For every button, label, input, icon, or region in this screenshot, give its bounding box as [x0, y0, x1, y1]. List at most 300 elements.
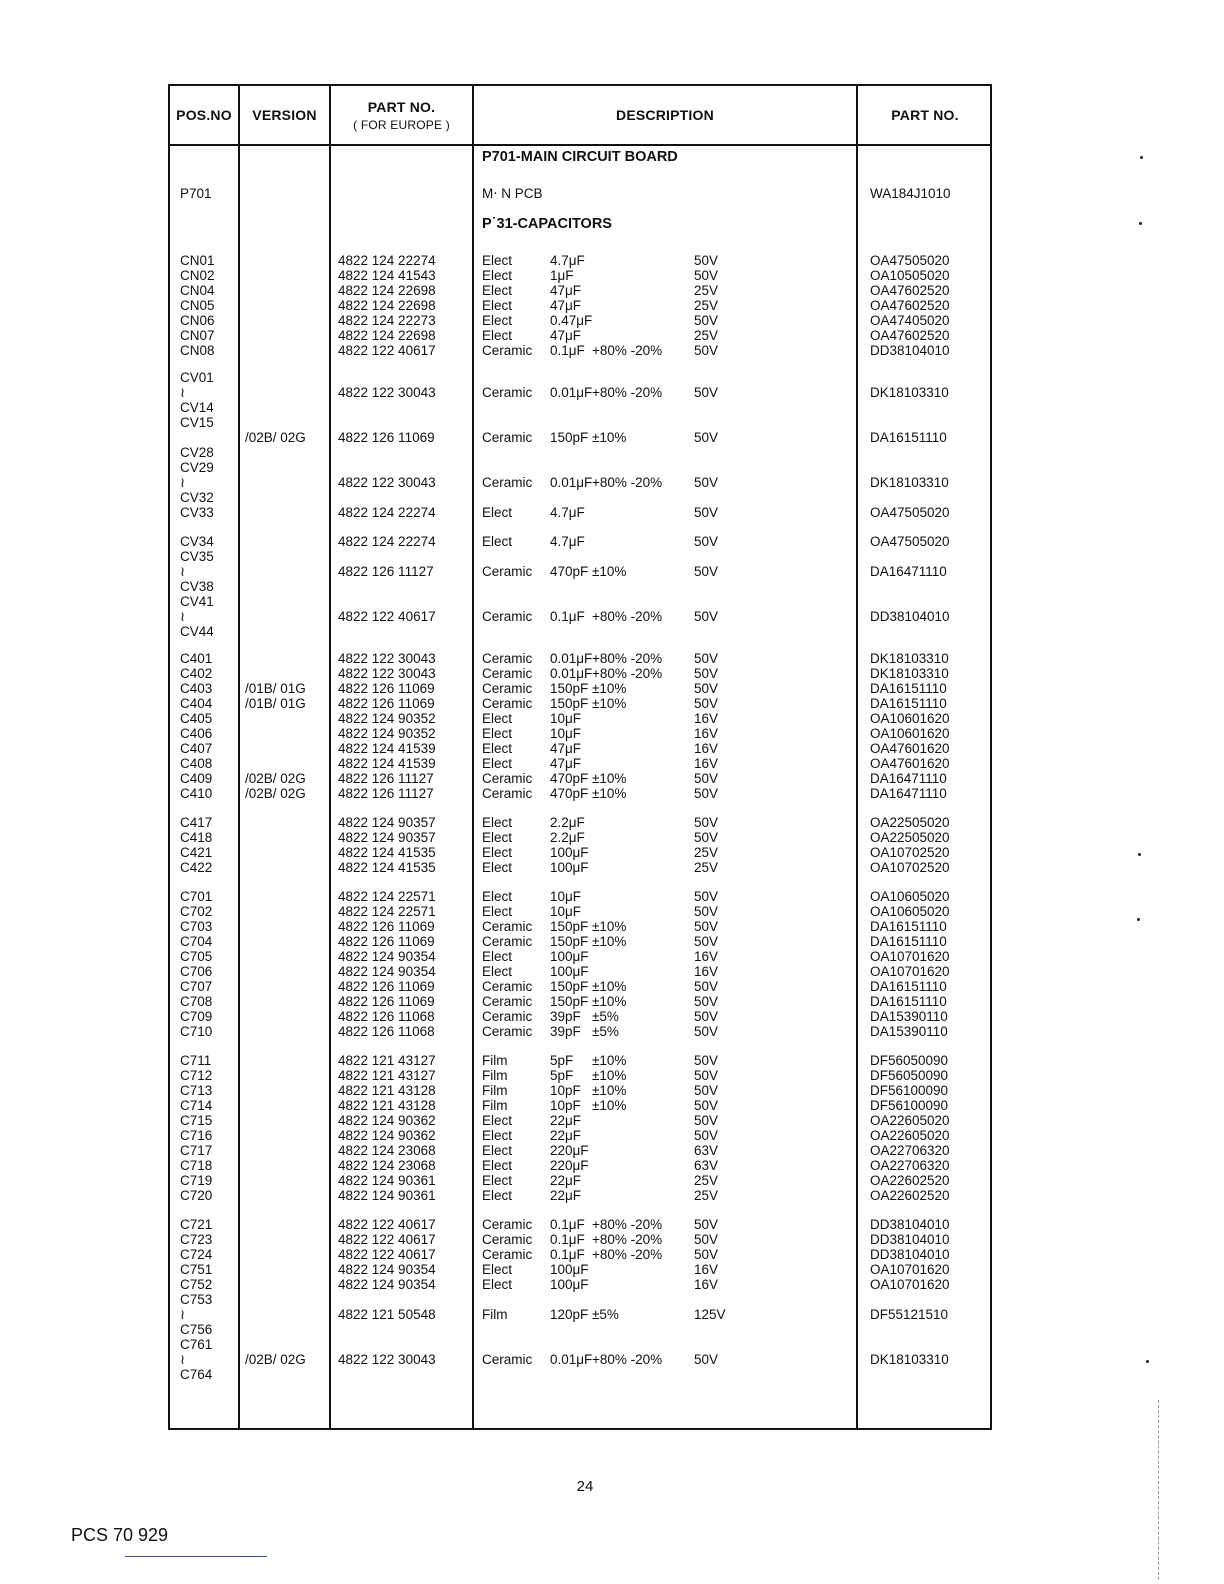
table-row — [170, 711, 990, 726]
part-no-europe: 4822 124 90354 — [338, 1262, 436, 1277]
component-type: Elect — [482, 1158, 513, 1173]
pos-no: CV28 — [180, 445, 214, 460]
section-title: P701-MAIN CIRCUIT BOARD — [482, 149, 678, 165]
component-value: 0.01μF — [550, 385, 593, 400]
pos-no: C409 — [180, 771, 213, 786]
pos-no: CV14 — [180, 400, 214, 415]
table-row — [170, 1277, 990, 1292]
part-no-europe: 4822 126 11069 — [338, 994, 435, 1009]
component-value: 2.2μF — [550, 830, 585, 845]
component-tolerance: +80% -20% — [592, 1232, 663, 1247]
part-no: OA47505020 — [870, 253, 950, 268]
table-row — [170, 964, 990, 979]
table-row — [170, 430, 990, 445]
component-voltage: 25V — [694, 1188, 719, 1203]
component-type: Ceramic — [482, 343, 533, 358]
part-no: DA16471110 — [870, 771, 947, 786]
part-no-europe: 4822 124 22273 — [338, 313, 436, 328]
component-tolerance: ±10% — [592, 979, 627, 994]
part-no-europe: 4822 124 23068 — [338, 1158, 436, 1173]
part-no: OA10702520 — [870, 845, 950, 860]
table-row — [170, 949, 990, 964]
component-voltage: 50V — [694, 696, 719, 711]
part-no: OA10605020 — [870, 889, 950, 904]
part-no: DK18103310 — [870, 651, 949, 666]
table-row — [170, 1217, 990, 1232]
part-no: DD38104010 — [870, 609, 950, 624]
part-no: DA16151110 — [870, 994, 947, 1009]
table-row — [170, 994, 990, 1009]
part-no: OA47602520 — [870, 298, 950, 313]
component-value: 47μF — [550, 328, 582, 343]
component-voltage: 50V — [694, 475, 719, 490]
scan-speck — [1140, 156, 1143, 159]
component-type: Ceramic — [482, 609, 533, 624]
component-value: 10μF — [550, 726, 582, 741]
part-no: DD38104010 — [870, 1232, 950, 1247]
pos-no: C715 — [180, 1113, 213, 1128]
pos-no: C716 — [180, 1128, 213, 1143]
part-no: DD38104010 — [870, 1247, 950, 1262]
table-row — [170, 475, 990, 490]
part-no: OA10601620 — [870, 726, 950, 741]
component-voltage: 50V — [694, 666, 719, 681]
part-no-europe: 4822 124 41539 — [338, 756, 436, 771]
table-row — [170, 681, 990, 696]
header-part-europe-label: PART NO. — [367, 98, 436, 115]
pos-no: CN06 — [180, 313, 215, 328]
table-row — [170, 756, 990, 771]
pos-no: ≀ — [180, 475, 186, 490]
part-no-europe: 4822 124 90357 — [338, 830, 436, 845]
part-no-europe: 4822 124 90361 — [338, 1173, 436, 1188]
pos-no: ≀ — [180, 564, 186, 579]
part-no-europe: 4822 124 90354 — [338, 1277, 436, 1292]
component-value: 150pF — [550, 696, 589, 711]
component-value: 150pF — [550, 979, 589, 994]
pos-no: CV33 — [180, 505, 214, 520]
component-type: Elect — [482, 1128, 513, 1143]
component-voltage: 25V — [694, 1173, 719, 1188]
table-row — [170, 889, 990, 904]
part-no-europe: 4822 124 22571 — [338, 904, 436, 919]
component-value: 0.01μF — [550, 651, 593, 666]
component-value: 470pF — [550, 786, 589, 801]
table-row — [170, 490, 990, 505]
table-row — [170, 696, 990, 711]
part-no: DA16151110 — [870, 934, 947, 949]
component-value: 0.1μF — [550, 343, 585, 358]
component-type: Elect — [482, 283, 513, 298]
pos-no: C701 — [180, 889, 213, 904]
table-row — [170, 666, 990, 681]
header-description-label: DESCRIPTION — [616, 107, 714, 123]
table-row — [170, 624, 990, 639]
part-no: DF55121510 — [870, 1307, 949, 1322]
part-no-europe: 4822 124 22698 — [338, 328, 436, 343]
component-tolerance: ±10% — [592, 786, 627, 801]
component-tolerance: ±10% — [592, 994, 627, 1009]
component-value: 5pF — [550, 1053, 574, 1068]
pos-no: C703 — [180, 919, 213, 934]
component-type: Ceramic — [482, 1247, 533, 1262]
component-type: Ceramic — [482, 475, 533, 490]
header-divider — [170, 144, 990, 146]
component-type: Ceramic — [482, 564, 533, 579]
pos-no: C401 — [180, 651, 213, 666]
component-type: Ceramic — [482, 934, 533, 949]
table-row — [170, 609, 990, 624]
version: /02B/ 02G — [245, 1352, 306, 1367]
component-type: Ceramic — [482, 651, 533, 666]
component-tolerance: ±10% — [592, 771, 627, 786]
pos-no: C704 — [180, 934, 213, 949]
component-value: 100μF — [550, 949, 589, 964]
component-tolerance: +80% -20% — [592, 1247, 663, 1262]
component-type: Elect — [482, 298, 513, 313]
pos-no: C719 — [180, 1173, 213, 1188]
component-voltage: 125V — [694, 1307, 726, 1322]
scan-speck — [1139, 222, 1142, 225]
component-voltage: 16V — [694, 1262, 719, 1277]
component-voltage: 16V — [694, 726, 719, 741]
part-no-europe: 4822 122 40617 — [338, 343, 436, 358]
component-value: 120pF — [550, 1307, 589, 1322]
part-no-europe: 4822 122 30043 — [338, 475, 436, 490]
part-no: DD38104010 — [870, 343, 950, 358]
table-row — [170, 1128, 990, 1143]
table-row — [170, 1009, 990, 1024]
component-tolerance: ±10% — [592, 681, 627, 696]
pos-no: C408 — [180, 756, 213, 771]
component-voltage: 50V — [694, 771, 719, 786]
pos-no: C410 — [180, 786, 213, 801]
pos-no: C714 — [180, 1098, 213, 1113]
part-no-europe: 4822 126 11127 — [338, 564, 434, 579]
component-value: 0.1μF — [550, 1217, 585, 1232]
component-value: 150pF — [550, 430, 589, 445]
component-type: Ceramic — [482, 681, 533, 696]
component-tolerance: +80% -20% — [592, 651, 663, 666]
component-tolerance: +80% -20% — [592, 385, 663, 400]
part-no-europe: 4822 124 22274 — [338, 253, 436, 268]
part-no-europe: 4822 124 90362 — [338, 1113, 436, 1128]
part-no: DA16151110 — [870, 919, 947, 934]
pos-no: C422 — [180, 860, 213, 875]
part-no-europe: 4822 124 22698 — [338, 298, 436, 313]
part-no-europe: 4822 122 40617 — [338, 1232, 436, 1247]
component-type: Elect — [482, 1173, 513, 1188]
component-value: 0.01μF — [550, 1352, 593, 1367]
pos-no: ≀ — [180, 385, 186, 400]
pos-no: C718 — [180, 1158, 213, 1173]
table-row — [170, 370, 990, 385]
header-pos-label: POS.NO — [176, 107, 232, 123]
table-row — [170, 445, 990, 460]
part-no: OA22605020 — [870, 1113, 950, 1128]
component-tolerance: +80% -20% — [592, 343, 663, 358]
component-tolerance: +80% -20% — [592, 609, 663, 624]
component-voltage: 25V — [694, 845, 719, 860]
component-voltage: 50V — [694, 1113, 719, 1128]
component-value: 0.1μF — [550, 609, 585, 624]
pos-no: C706 — [180, 964, 213, 979]
header-version-label: VERSION — [252, 107, 317, 123]
table-row — [170, 1262, 990, 1277]
pos-no: ≀ — [180, 1352, 186, 1367]
component-type: Film — [482, 1098, 508, 1113]
part-no-europe: 4822 124 41539 — [338, 741, 436, 756]
component-type: Ceramic — [482, 696, 533, 711]
table-row — [170, 268, 990, 283]
component-value: 10pF — [550, 1083, 581, 1098]
table-row — [170, 904, 990, 919]
part-no-europe: 4822 124 90352 — [338, 726, 436, 741]
component-voltage: 50V — [694, 534, 719, 549]
version: /02B/ 02G — [245, 430, 306, 445]
version: /01B/ 01G — [245, 681, 306, 696]
component-value: 47μF — [550, 283, 582, 298]
table-row — [170, 253, 990, 268]
table-row — [170, 979, 990, 994]
component-voltage: 50V — [694, 1128, 719, 1143]
component-value: 0.47μF — [550, 313, 593, 328]
component-value: 5pF — [550, 1068, 574, 1083]
component-voltage: 50V — [694, 889, 719, 904]
description: M‧ N PCB — [482, 186, 543, 201]
pos-no: ≀ — [180, 609, 186, 624]
table-row — [170, 1083, 990, 1098]
part-no: OA47601620 — [870, 741, 950, 756]
part-no: OA22605020 — [870, 1128, 950, 1143]
page-number: 24 — [576, 1478, 594, 1495]
component-voltage: 50V — [694, 343, 719, 358]
component-voltage: 63V — [694, 1143, 719, 1158]
pos-no: C753 — [180, 1292, 213, 1307]
pos-no: C720 — [180, 1188, 213, 1203]
pos-no: CV29 — [180, 460, 214, 475]
component-value: 10μF — [550, 711, 582, 726]
part-no-europe: 4822 126 11069 — [338, 696, 435, 711]
part-no-europe: 4822 126 11127 — [338, 771, 434, 786]
component-value: 10pF — [550, 1098, 581, 1113]
table-row — [170, 385, 990, 400]
component-value: 100μF — [550, 860, 589, 875]
component-value: 150pF — [550, 919, 589, 934]
header-part-europe — [331, 86, 472, 144]
component-value: 150pF — [550, 994, 589, 1009]
part-no: DK18103310 — [870, 1352, 949, 1367]
table-row — [170, 830, 990, 845]
scan-speck — [1146, 1360, 1149, 1363]
component-voltage: 50V — [694, 919, 719, 934]
table-row — [170, 771, 990, 786]
table-row — [170, 1098, 990, 1113]
table-row — [170, 313, 990, 328]
part-no: OA47405020 — [870, 313, 950, 328]
pos-no: CV01 — [180, 370, 214, 385]
part-no: OA22602520 — [870, 1188, 950, 1203]
pos-no: ≀ — [180, 1307, 186, 1322]
component-type: Elect — [482, 534, 513, 549]
pos-no: C756 — [180, 1322, 213, 1337]
component-type: Film — [482, 1068, 508, 1083]
table-row — [170, 594, 990, 609]
component-voltage: 16V — [694, 741, 719, 756]
table-row — [170, 1068, 990, 1083]
part-no: OA47601620 — [870, 756, 950, 771]
component-type: Film — [482, 1053, 508, 1068]
part-no-europe: 4822 126 11069 — [338, 430, 435, 445]
pos-no: C724 — [180, 1247, 213, 1262]
component-value: 22μF — [550, 1128, 582, 1143]
component-voltage: 50V — [694, 253, 719, 268]
component-type: Elect — [482, 830, 513, 845]
component-type: Ceramic — [482, 1232, 533, 1247]
part-no-europe: 4822 124 22274 — [338, 505, 436, 520]
component-type: Elect — [482, 904, 513, 919]
part-no: OA22505020 — [870, 815, 950, 830]
component-voltage: 50V — [694, 1024, 719, 1039]
component-voltage: 50V — [694, 1083, 719, 1098]
component-type: Elect — [482, 815, 513, 830]
component-voltage: 50V — [694, 430, 719, 445]
part-no: DK18103310 — [870, 666, 949, 681]
parts-table — [168, 84, 992, 1430]
table-row — [170, 460, 990, 475]
table-row — [170, 505, 990, 520]
table-row — [170, 919, 990, 934]
table-row — [170, 400, 990, 415]
pos-no: C403 — [180, 681, 213, 696]
table-row — [170, 1307, 990, 1322]
pos-no: CN07 — [180, 328, 215, 343]
table-row — [170, 1188, 990, 1203]
pos-no: C417 — [180, 815, 213, 830]
component-type: Ceramic — [482, 385, 533, 400]
component-voltage: 25V — [694, 298, 719, 313]
pos-no: CV44 — [180, 624, 214, 639]
parts-rows — [170, 150, 990, 1382]
pos-no: C709 — [180, 1009, 213, 1024]
component-value: 0.1μF — [550, 1232, 585, 1247]
section-title: P˙31-CAPACITORS — [482, 216, 612, 232]
pos-no: P701 — [180, 186, 212, 201]
pos-no: CN01 — [180, 253, 215, 268]
part-no: OA10701620 — [870, 964, 950, 979]
component-value: 47μF — [550, 741, 582, 756]
version: /02B/ 02G — [245, 786, 306, 801]
document-code: PCS 70 929 — [71, 1525, 169, 1545]
part-no-europe: 4822 124 22571 — [338, 889, 436, 904]
part-no-europe: 4822 124 90354 — [338, 949, 436, 964]
component-type: Ceramic — [482, 1352, 533, 1367]
component-type: Elect — [482, 711, 513, 726]
version: /02B/ 02G — [245, 771, 306, 786]
component-voltage: 50V — [694, 1098, 719, 1113]
part-no-europe: 4822 124 41535 — [338, 860, 436, 875]
part-no-europe: 4822 126 11127 — [338, 786, 434, 801]
part-no: WA184J1010 — [870, 186, 951, 201]
table-row — [170, 1024, 990, 1039]
component-type: Elect — [482, 845, 513, 860]
pos-no: CN04 — [180, 283, 215, 298]
part-no-europe: 4822 124 90361 — [338, 1188, 436, 1203]
part-no-europe: 4822 122 30043 — [338, 666, 436, 681]
component-voltage: 16V — [694, 756, 719, 771]
part-no-europe: 4822 126 11068 — [338, 1024, 435, 1039]
component-value: 22μF — [550, 1188, 582, 1203]
pos-no: CN02 — [180, 268, 215, 283]
component-tolerance: ±10% — [592, 1053, 627, 1068]
part-no: OA22505020 — [870, 830, 950, 845]
part-no: DF56050090 — [870, 1053, 949, 1068]
part-no-europe: 4822 122 40617 — [338, 1247, 436, 1262]
component-value: 4.7μF — [550, 534, 585, 549]
component-voltage: 16V — [694, 949, 719, 964]
component-tolerance: ±10% — [592, 696, 627, 711]
component-voltage: 50V — [694, 1232, 719, 1247]
table-row — [170, 298, 990, 313]
component-voltage: 25V — [694, 328, 719, 343]
part-no-europe: 4822 126 11068 — [338, 1009, 435, 1024]
header-part-label: PART NO. — [891, 107, 959, 123]
part-no: OA10605020 — [870, 904, 950, 919]
component-type: Ceramic — [482, 1009, 533, 1024]
component-tolerance: ±10% — [592, 919, 627, 934]
component-value: 39pF — [550, 1009, 581, 1024]
component-value: 47μF — [550, 298, 582, 313]
component-voltage: 50V — [694, 994, 719, 1009]
component-type: Ceramic — [482, 771, 533, 786]
table-row — [170, 415, 990, 430]
table-row — [170, 934, 990, 949]
pos-no: C402 — [180, 666, 213, 681]
header-description — [474, 86, 856, 144]
pos-no: C705 — [180, 949, 213, 964]
pos-no: C418 — [180, 830, 213, 845]
component-voltage: 50V — [694, 904, 719, 919]
part-no: OA22706320 — [870, 1143, 950, 1158]
part-no-europe: 4822 121 43128 — [338, 1083, 436, 1098]
component-voltage: 16V — [694, 1277, 719, 1292]
part-no-europe: 4822 126 11069 — [338, 919, 435, 934]
part-no: DA15390110 — [870, 1009, 948, 1024]
component-value: 220μF — [550, 1158, 589, 1173]
table-row — [170, 815, 990, 830]
component-type: Elect — [482, 1277, 513, 1292]
pos-no: C421 — [180, 845, 213, 860]
component-value: 100μF — [550, 1262, 589, 1277]
pos-no: C702 — [180, 904, 213, 919]
part-no: OA47602520 — [870, 283, 950, 298]
table-row — [170, 579, 990, 594]
component-value: 2.2μF — [550, 815, 585, 830]
part-no-europe: 4822 122 30043 — [338, 1352, 436, 1367]
component-value: 22μF — [550, 1113, 582, 1128]
pos-no: C707 — [180, 979, 213, 994]
part-no-europe: 4822 121 43127 — [338, 1068, 436, 1083]
component-type: Ceramic — [482, 1024, 533, 1039]
pos-no: CV38 — [180, 579, 214, 594]
part-no: OA10505020 — [870, 268, 950, 283]
pos-no: C712 — [180, 1068, 213, 1083]
component-voltage: 50V — [694, 1009, 719, 1024]
part-no: DA16471110 — [870, 786, 947, 801]
table-row — [170, 549, 990, 564]
component-tolerance: ±10% — [592, 1098, 627, 1113]
part-no-europe: 4822 124 23068 — [338, 1143, 436, 1158]
